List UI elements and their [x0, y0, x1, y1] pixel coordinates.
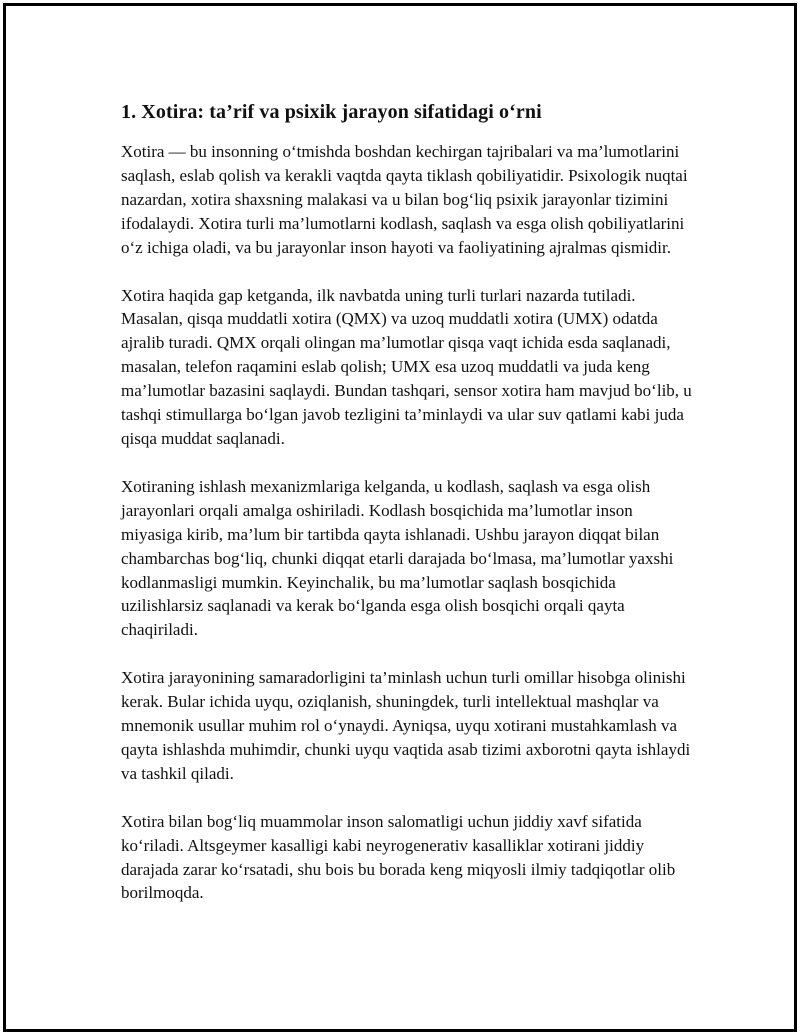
- paragraph-mechanisms: Xotiraning ishlash mexanizmlariga kelganda, u kodlash, saqlash va esga olish jarayonlari orqali amalga oshiriladi. Kodlash bosqichida ma’lumotlar inson miyasiga kirib, ma’lum bir tartibda qayta ishlanadi. Ushbu jarayon diqqat bilan chambarchas bog‘liq, chunki diqqat etarli darajada bo‘lmasa, ma’lumotlar yaxshi kodlanmasligi mumkin. Keyinchalik, bu ma’lumotlar saqlash bosqichida uzilishlarsiz saqlanadi va kerak bo‘lganda esga olish bosqichi orqali qayta chaqiriladi.: [121, 476, 674, 640]
- document-title: 1. Xotira: ta’rif va psixik jarayon sifatidagi o‘rni: [121, 101, 542, 123]
- paragraph-definition: Xotira — bu insonning o‘tmishda boshdan kechirgan tajribalari va ma’lumotlarini saqlash, eslab qolish va kerakli vaqtda qayta tiklash qobiliyatidir. Psixologik nuqtai nazardan, xotira shaxsning malakasi va u bilan bog‘liq psixik jarayonlar tizimini ifodalaydi. Xotira turli ma’lumotlarni kodlash, saqlash va esga olish qobiliyatlarini o‘z ichiga oladi, va bu jarayonlar inson hayoti va faoliyatining ajralmas qismidir.: [121, 142, 688, 257]
- document-body: [121, 98, 696, 929]
- paragraph-factors: Xotira jarayonining samaradorligini ta’minlash uchun turli omillar hisobga olinishi kerak. Bular ichida uyqu, oziqlanish, shuningdek, turli intellektual mashqlar va mnemonik usullar muhim rol o‘ynaydi. Ayniqsa, uyqu xotirani mustahkamlash va qayta ishlashda muhimdir, chunki uyqu vaqtida asab tizimi axborotni qayta ishlaydi va tashkil qiladi.: [121, 668, 691, 783]
- page-frame: [3, 3, 797, 1032]
- paragraph-problems: Xotira bilan bog‘liq muammolar inson salomatligi uchun jiddiy xavf sifatida ko‘riladi. Altsgeymer kasalligi kabi neyrogenerativ kasalliklar xotirani jiddiy darajada zarar ko‘rsatadi, shu bois bu borada keng miqyosli ilmiy tadqiqotlar olib borilmoqda.: [121, 811, 676, 903]
- paragraph-memory-types: Xotira haqida gap ketganda, ilk navbatda uning turli turlari nazarda tutiladi. Masalan, qisqa muddatli xotira (QMX) va uzoq muddatli xotira (UMX) odatda ajralib turadi. QMX orqali olingan ma’lumotlar qisqa vaqt ichida esda saqlanadi, masalan, telefon raqamini eslab qolish; UMX esa uzoq muddatli va juda keng ma’lumotlar bazasini saqlaydi. Bundan tashqari, sensor xotira ham mavjud bo‘lib, u tashqi stimullarga bo‘lgan javob tezligini ta’minlaydi va ular suv qatlami kabi juda qisqa muddat saqlanadi.: [121, 285, 692, 448]
